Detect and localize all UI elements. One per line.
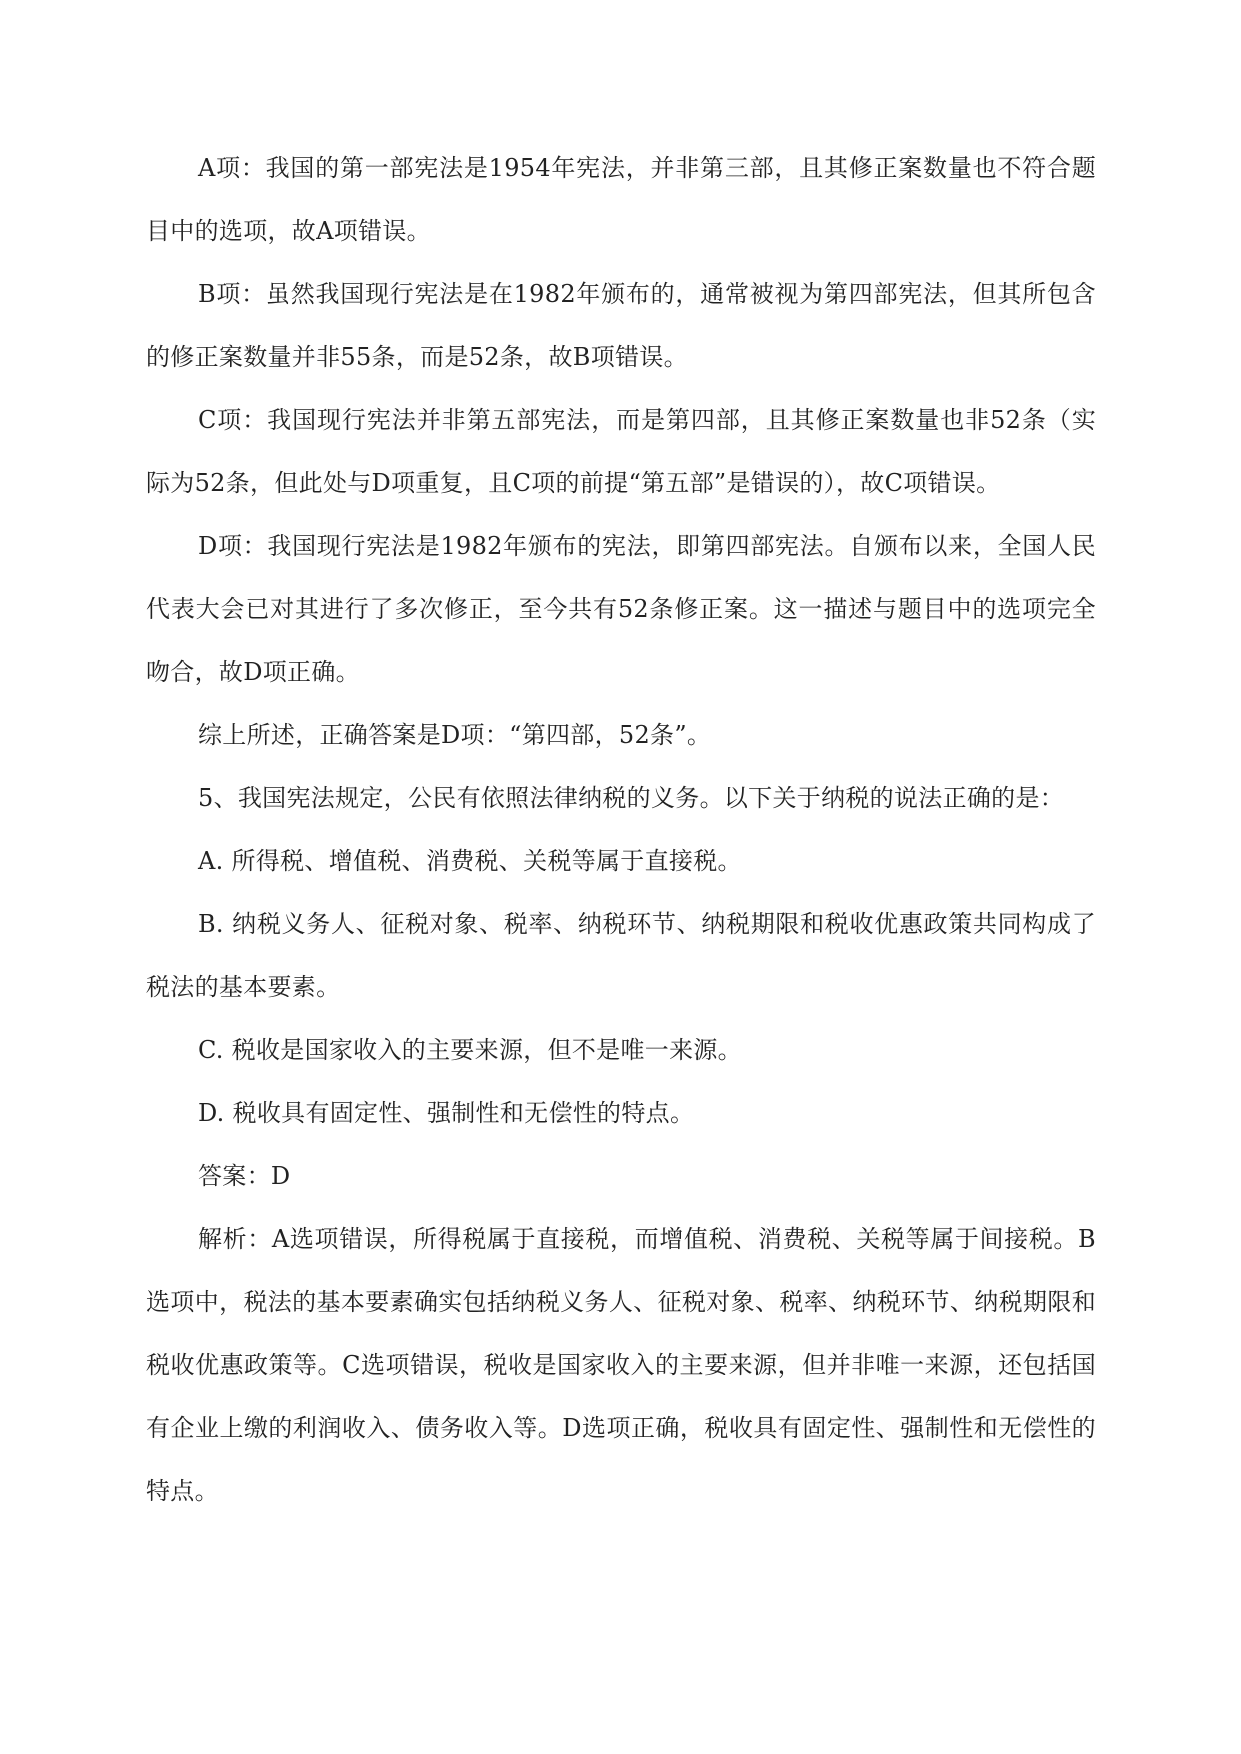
- paragraph-option-c-analysis: C项：我国现行宪法并非第五部宪法，而是第四部，且其修正案数量也非52条（实际为52条，但此处与D项重复，且C项的前提“第五部”是错误的），故C项错误。: [146, 406, 1096, 497]
- paragraph-option-a-analysis: A项：我国的第一部宪法是1954年宪法，并非第三部，且其修正案数量也不符合题目中的选项，故A项错误。: [146, 154, 1096, 245]
- question-5-explanation: 解析：A选项错误，所得税属于直接税，而增值税、消费税、关税等属于间接税。B选项中，税法的基本要素确实包括纳税义务人、征税对象、税率、纳税环节、纳税期限和税收优惠政策等。C选项错误，税收是国家收入的主要来源，但并非唯一来源，还包括国有企业上缴的利润收入、债务收入等。D选项正确，税收具有固定性、强制性和无偿性的特点。: [146, 1225, 1096, 1505]
- question-5-option-d: D. 税收具有固定性、强制性和无偿性的特点。: [198, 1099, 695, 1127]
- question-5-option-b: B. 纳税义务人、征税对象、税率、纳税环节、纳税期限和税收优惠政策共同构成了税法的基本要素。: [146, 910, 1096, 1001]
- question-5-answer: 答案：D: [198, 1162, 291, 1190]
- question-5-option-c: C. 税收是国家收入的主要来源，但不是唯一来源。: [198, 1036, 742, 1064]
- paragraph-summary: 综上所述，正确答案是D项：“第四部，52条”。: [198, 721, 712, 749]
- paragraph-option-b-analysis: B项：虽然我国现行宪法是在1982年颁布的，通常被视为第四部宪法，但其所包含的修正案数量并非55条，而是52条，故B项错误。: [146, 280, 1096, 371]
- paragraph-option-d-analysis: D项：我国现行宪法是1982年颁布的宪法，即第四部宪法。自颁布以来，全国人民代表大会已对其进行了多次修正，至今共有52条修正案。这一描述与题目中的选项完全吻合，故D项正确。: [146, 532, 1096, 686]
- question-5-option-a: A. 所得税、增值税、消费税、关税等属于直接税。: [198, 847, 742, 875]
- question-5: 5、我国宪法规定，公民有依照法律纳税的义务。以下关于纳税的说法正确的是：: [198, 784, 1065, 812]
